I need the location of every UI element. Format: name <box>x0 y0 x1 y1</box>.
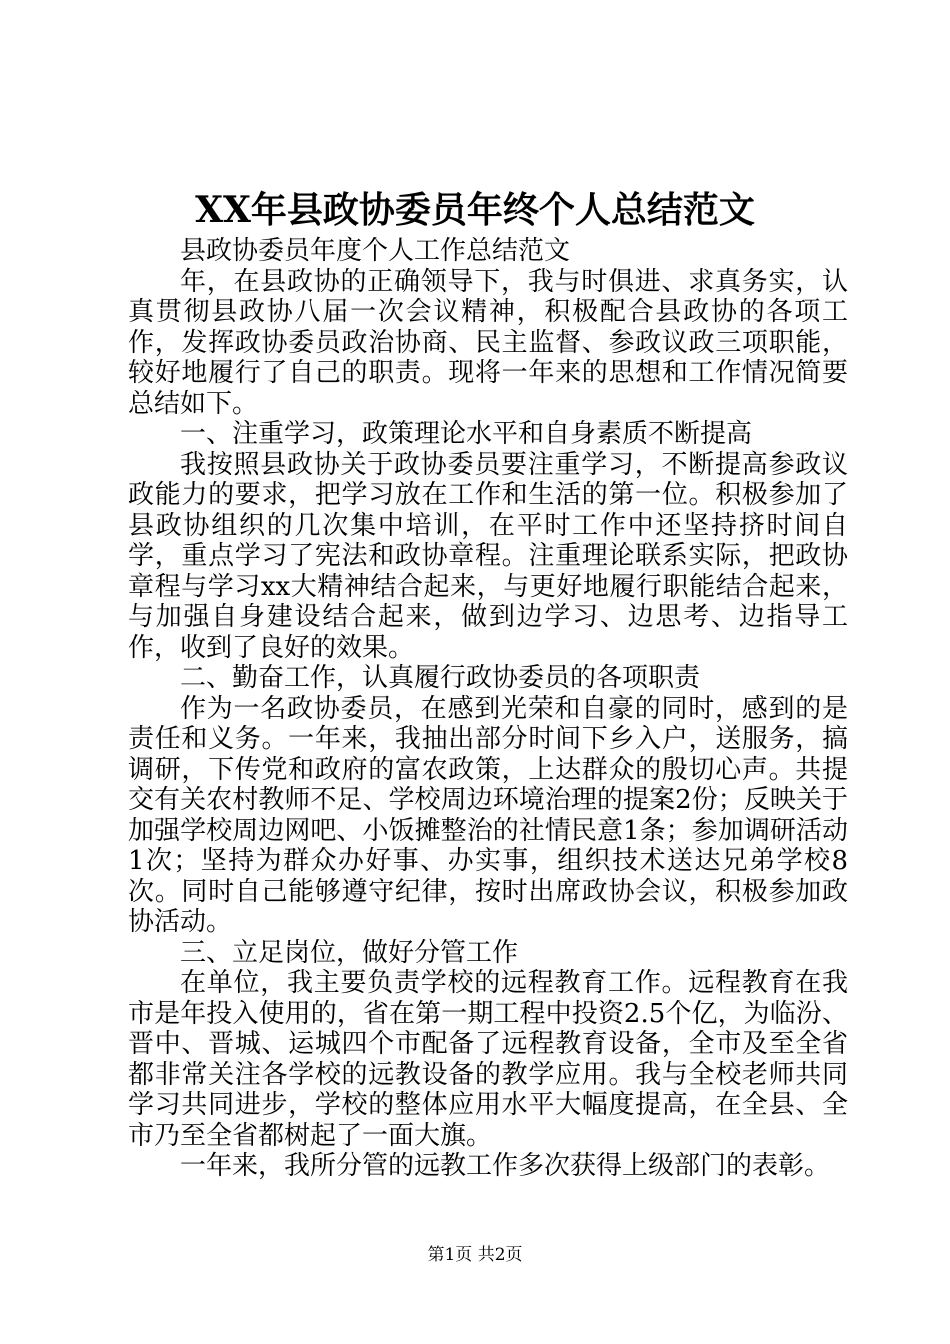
document-title: XX年县政协委员年终个人总结范文 <box>195 189 755 231</box>
paragraph-subtitle: 县政协委员年度个人工作总结范文 <box>180 236 571 266</box>
section-heading-1: 一、注重学习，政策理论水平和自身素质不断提高 <box>180 419 753 449</box>
paragraph-intro: 年，在县政协的正确领导下，我与时俱进、求真务实，认真贯彻县政协八届一次会议精神，积极配合县政协的各项工作，发挥政协委员政治协商、民主监督、参政议政三项职能，较好地履行了自己的职责。现将一年来的思想和工作情况简要总结如下。 <box>128 266 848 419</box>
paragraph-section-3: 在单位，我主要负责学校的远程教育工作。远程教育在我市是年投入使用的，省在第一期工程中投资2.5个亿，为临汾、晋中、晋城、运城四个市配备了远程教育设备，全市及至全省都非常关注各学校的远教设备的教学应用。我与全校老师共同学习共同进步，学校的整体应用水平大幅度提高，在全县、全市乃至全省都树起了一面大旗。 <box>128 968 848 1151</box>
section-heading-2: 二、勤奋工作，认真履行政协委员的各项职责 <box>180 663 701 693</box>
paragraph-section-1: 我按照县政协关于政协委员要注重学习，不断提高参政议政能力的要求，把学习放在工作和生活的第一位。积极参加了县政协组织的几次集中培训，在平时工作中还坚持挤时间自学，重点学习了宪法和政协章程。注重理论联系实际，把政协章程与学习xx大精神结合起来，与更好地履行职能结合起来，与加强自身建设结合起来，做到边学习、边思考、边指导工作，收到了良好的效果。 <box>128 449 848 663</box>
document-body <box>128 236 848 1182</box>
paragraph-section-2: 作为一名政协委员，在感到光荣和自豪的同时，感到的是责任和义务。一年来，我抽出部分时间下乡入户，送服务，搞调研，下传党和政府的富农政策，上达群众的殷切心声。共提交有关农村教师不足、学校周边环境治理的提案2份；反映关于加强学校周边网吧、小饭摊整治的社情民意1条；参加调研活动1次；坚持为群众办好事、办实事，组织技术送达兄弟学校8次。同时自己能够遵守纪律，按时出席政协会议，积极参加政协活动。 <box>128 693 848 937</box>
paragraph-closing: 一年来，我所分管的远教工作多次获得上级部门的表彰。 <box>180 1151 831 1181</box>
section-heading-3: 三、立足岗位，做好分管工作 <box>180 937 519 968</box>
page-footer: 第1页 共2页 <box>427 1245 523 1265</box>
